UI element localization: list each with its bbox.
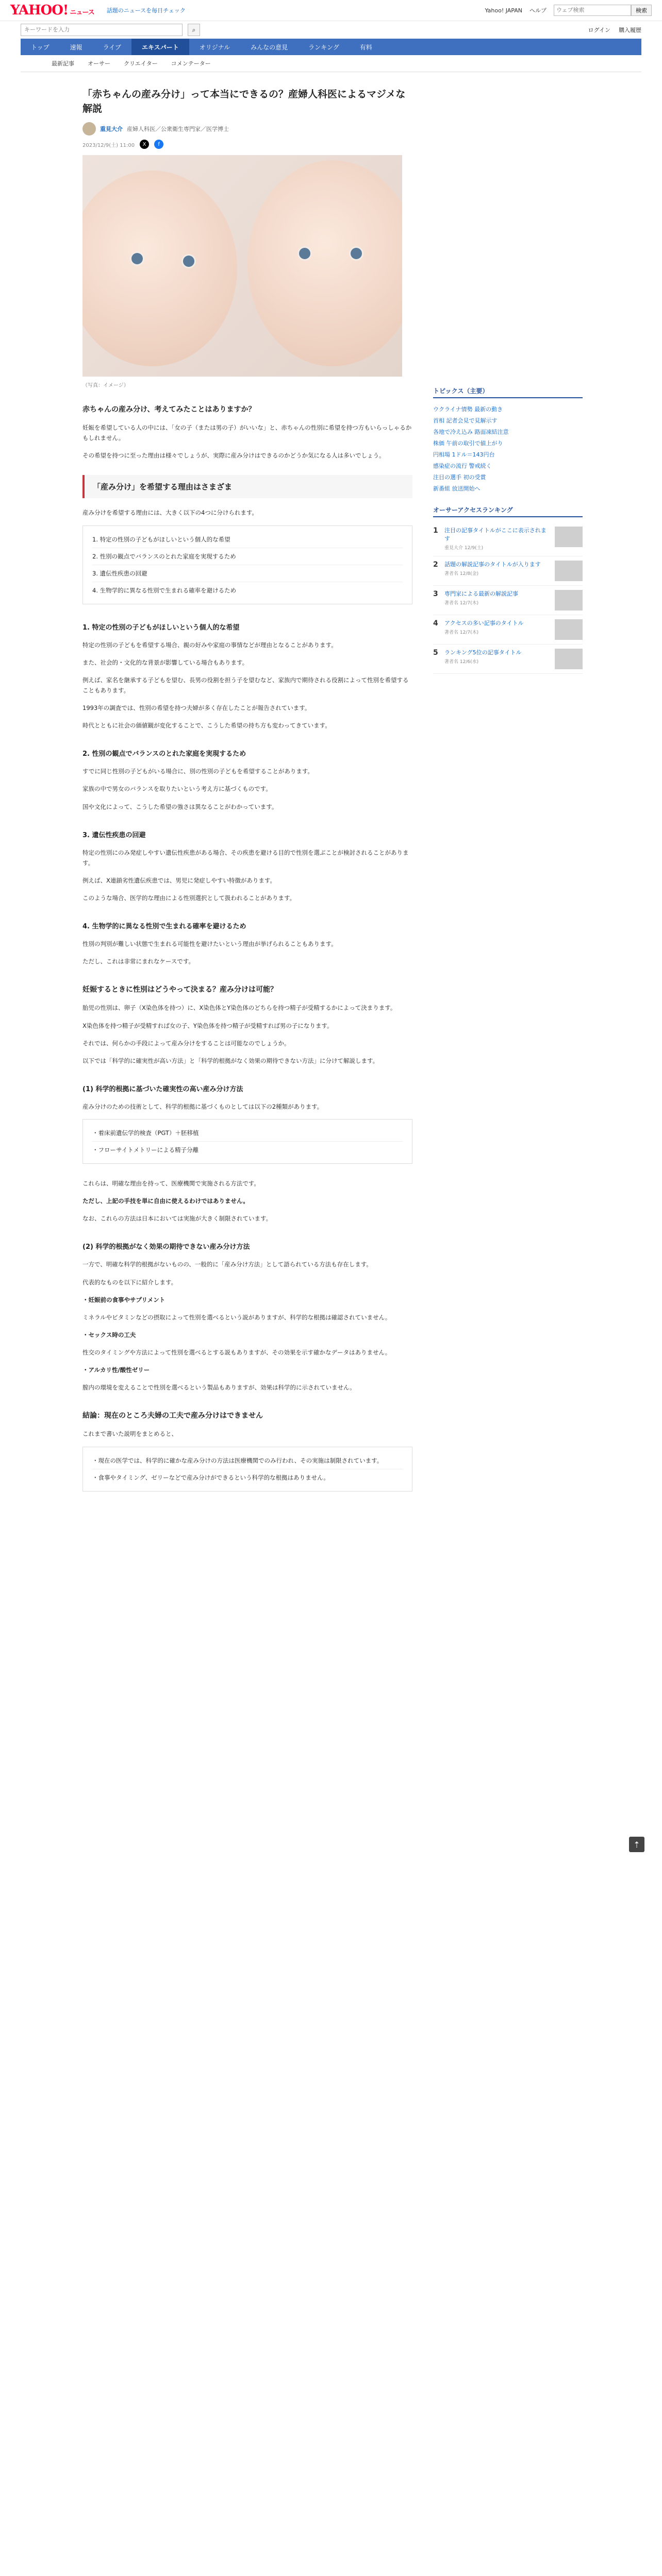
yahoo-logo[interactable]: YAHOO! ニュース: [10, 3, 94, 18]
promo-text: [107, 6, 186, 14]
rank-meta: 著者名 12/7(木): [444, 630, 479, 635]
paragraph: なお、これらの方法は日本においては実施が大きく制限されています。: [82, 1215, 272, 1223]
nav-live[interactable]: ライブ: [103, 43, 121, 51]
section-heading: 「産み分け」を希望する理由はさまざま: [82, 475, 412, 498]
paragraph: 国や文化によって、こうした希望の強さは異なることがわかっています。: [82, 803, 278, 810]
rank-title: 話題の解説記事のタイトルが入ります: [444, 561, 541, 568]
nav-expert[interactable]: エキスパート: [131, 39, 189, 55]
paragraph: 家族の中で男女のバランスを取りたいという考え方に基づくものです。: [82, 785, 272, 793]
paragraph: 一方で、明確な科学的根拠がないものの、一般的に「産み分け方法」として語られている方法も存在します。: [82, 1261, 372, 1268]
paragraph: 特定の性別の子どもを希望する場合、親の好みや家庭の事情などが理由となることがあります。: [82, 641, 337, 649]
rank-number: 1: [433, 527, 438, 535]
sub-item-heading: ・セックス時の工夫: [82, 1331, 136, 1338]
paragraph: 以下では「科学的に確実性が高い方法」と「科学的根拠がなく効果の期待できない方法」に分けて解説します。: [82, 1057, 379, 1064]
author-byline: [82, 122, 412, 135]
paragraph: 1993年の調査では、性別の希望を持つ夫婦が多く存在したことが報告されています。: [82, 704, 311, 712]
paragraph: また、社会的・文化的な背景が影響している場合もあります。: [82, 658, 249, 666]
paragraph: その希望を持つに至った理由は様々でしょうが、実際に産み分けはできるのかどうか気になる人は多いでしょう。: [82, 452, 385, 460]
eye-icon: [351, 248, 362, 259]
sub-item-heading: ・アルカリ性/酸性ゼリー: [82, 1366, 150, 1374]
paragraph: 産み分けを希望する理由には、大きく以下の4つに分けられます。: [82, 509, 258, 517]
rank-meta: 著者名 12/6(水): [444, 659, 479, 665]
rank-thumbnail: [555, 619, 583, 640]
nav-paid[interactable]: 有料: [359, 43, 372, 51]
subheading: 2. 性別の観点でバランスのとれた家庭を実現するため: [82, 750, 246, 758]
paragraph: 産み分けのための技術として、科学的根拠に基づくものとしては以下の2種類があります。: [82, 1103, 323, 1110]
list-item: 3. 遺伝性疾患の回避: [92, 565, 403, 582]
article-lead: 赤ちゃんの産み分け、考えてみたことはありますか？: [82, 405, 256, 414]
reasons-list: [82, 526, 412, 604]
subnav-authors[interactable]: オーサー: [88, 60, 110, 67]
rank-thumbnail: [555, 561, 583, 581]
paragraph: X染色体を持つ精子が受精すれば女の子、Y染色体を持つ精子が受精すれば男の子になります。: [82, 1022, 333, 1029]
paragraph: 性交のタイミングや方法によって性別を選べるとする説もありますが、その効果を示す確かなデータはありません。: [82, 1349, 391, 1357]
rank-number: 2: [433, 560, 438, 569]
baby-right: [247, 160, 402, 366]
rank-thumbnail: [555, 649, 583, 669]
rank-meta: 重見大介 12/9(土): [444, 545, 484, 551]
list-item: 2. 性別の観点でバランスのとれた家庭を実現するため: [92, 548, 403, 565]
list-item: ・着床前遺伝学的検査（PGT）＋胚移植: [92, 1125, 403, 1142]
sub-item-heading: ・妊娠前の食事やサプリメント: [82, 1296, 166, 1303]
x-share-icon[interactable]: X: [140, 140, 149, 149]
login-link[interactable]: ログイン: [588, 27, 610, 33]
subheading: (1) 科学的根拠に基づいた確実性の高い産み分け方法: [82, 1085, 243, 1093]
article-title: 「赤ちゃんの産み分け」って本当にできるの？産婦人科医によるマジメな解説: [82, 89, 406, 114]
rank-meta: 著者名 12/8(金): [444, 571, 479, 577]
rank-title: ランキング5位の記事タイトル: [444, 649, 522, 656]
rank-thumbnail: [555, 590, 583, 611]
topic-link[interactable]: 新番組 放送開始へ: [433, 485, 481, 492]
list-item: ・フローサイトメトリーによる精子分離: [92, 1146, 199, 1154]
article-main: [82, 77, 412, 1506]
nav-ranking[interactable]: ランキング: [308, 43, 339, 51]
topic-link[interactable]: 感染症の流行 警戒続く: [433, 463, 492, 469]
baby-left: [82, 171, 237, 366]
topic-link[interactable]: 円相場 1ドル＝143円台: [433, 451, 495, 458]
rank-title: 注目の記事タイトルがここに表示されます: [444, 527, 547, 542]
scroll-to-top-button[interactable]: [629, 1837, 644, 1852]
rank-number: 3: [433, 589, 438, 598]
eye-icon: [183, 256, 194, 267]
web-search-button[interactable]: 検索: [631, 5, 652, 16]
ranking-item[interactable]: [433, 586, 583, 615]
photo-caption: （写真：イメージ）: [82, 383, 129, 389]
subheading: 4. 生物学的に異なる性別で生まれる確率を避けるため: [82, 923, 246, 931]
paragraph: 妊娠を希望している人の中には、「女の子（または男の子）がいいな」と、赤ちゃんの性別に希望を持つ方もいらっしゃるかもしれません。: [82, 424, 412, 442]
paragraph: これまで書いた説明をまとめると、: [82, 1430, 177, 1438]
ranking-heading: オーサーアクセスランキング: [433, 505, 583, 517]
section-heading: 妊娠するときに性別はどうやって決まる？産み分けは可能？: [82, 986, 277, 994]
author-role: 産婦人科医／公衆衛生専門家／医学博士: [127, 126, 229, 133]
ranking-item[interactable]: [433, 645, 583, 674]
topic-link[interactable]: 注目の選手 初の受賞: [433, 474, 486, 481]
paragraph: 例えば、X連鎖劣性遺伝疾患では、男児に発症しやすい特徴があります。: [82, 876, 276, 884]
help-link[interactable]: ヘルプ: [529, 7, 547, 14]
topic-link[interactable]: 株価 午前の取引で値上がり: [433, 440, 503, 447]
paragraph: 例えば、家名を継承する子どもを望む、長男の役割を担う子を望むなど、家族内で期待される役割によって性別を希望することもあります。: [82, 676, 409, 694]
paragraph: 代表的なものを以下に紹介します。: [82, 1278, 177, 1286]
subheading: 3. 遺伝性疾患の回避: [82, 831, 146, 839]
eye-icon: [299, 248, 310, 259]
list-item: 4. 生物学的に異なる性別で生まれる確率を避けるため: [92, 586, 237, 594]
conclusion-list: [82, 1447, 412, 1492]
paragraph: ミネラルやビタミンなどの摂取によって性別を選べるという説がありますが、科学的な根拠は確認されていません。: [82, 1313, 391, 1321]
topic-link[interactable]: ウクライナ情勢 最新の動き: [433, 406, 503, 413]
avatar[interactable]: [82, 122, 96, 135]
topics-heading: トピックス（主要）: [433, 386, 583, 398]
subheading: 1. 特定の性別の子どもがほしいという個人的な希望: [82, 623, 240, 632]
conclusion-heading: 結論：現在のところ夫婦の工夫で産み分けはできません: [82, 1412, 263, 1420]
top-bar: [0, 0, 662, 21]
nav-opinions[interactable]: みんなの意見: [251, 43, 288, 51]
yahoo-japan-link[interactable]: Yahoo! JAPAN: [485, 7, 522, 14]
paragraph: 膣内の環境を変えることで性別を選べるという製品もありますが、効果は科学的に示されていません。: [82, 1384, 356, 1392]
news-search-input[interactable]: [21, 24, 183, 36]
paragraph: すでに同じ性別の子どもがいる場合に、別の性別の子どもを希望することがあります。: [82, 768, 313, 775]
eye-icon: [131, 253, 143, 264]
article-photo: [82, 155, 402, 377]
ranking-item[interactable]: [433, 556, 583, 586]
paragraph: ただし、上記の手技を単に自由に使えるわけではありません。: [82, 1197, 249, 1205]
search-icon[interactable]: ⌕: [188, 24, 200, 36]
author-name[interactable]: 重見大介: [100, 126, 123, 133]
paragraph: 時代とともに社会の価値観が変化することで、こうした希望の持ち方も変わってきています。: [82, 722, 331, 730]
list-item: ・食事やタイミング、ゼリーなどで産み分けができるという科学的な根拠はありません。: [92, 1473, 329, 1481]
main-nav: [21, 39, 641, 55]
web-search-input[interactable]: [554, 5, 631, 16]
subnav-latest[interactable]: 最新記事: [52, 60, 74, 67]
rank-meta: 著者名 12/7(木): [444, 600, 479, 606]
list-item: 1. 特定の性別の子どもがほしいという個人的な希望: [92, 531, 403, 548]
rank-title: アクセスの多い記事のタイトル: [444, 619, 524, 626]
paragraph: 特定の性別にのみ発症しやすい遺伝性疾患がある場合、その疾患を避ける目的で性別を選ぶことが検討されることがあります。: [82, 849, 409, 867]
ranking-item[interactable]: [433, 615, 583, 645]
subnav-creators[interactable]: クリエイター: [124, 60, 158, 67]
rank-number: 4: [433, 619, 438, 628]
topic-link[interactable]: 首相 記者会見で見解示す: [433, 417, 498, 424]
rank-number: 5: [433, 648, 438, 657]
promo-link[interactable]: 話題のニュースを毎日チェック: [106, 7, 186, 14]
paragraph: 胎児の性別は、卵子（X染色体を持つ）に、X染色体とY染色体のどちらを持つ精子が受精するかによって決まります。: [82, 1004, 396, 1012]
subnav-commentators[interactable]: コメンテーター: [171, 60, 211, 67]
paragraph: これらは、明確な理由を持って、医療機関で実施される方法です。: [82, 1180, 260, 1188]
ranking-item[interactable]: [433, 522, 583, 556]
rank-thumbnail: [555, 527, 583, 547]
nav-top[interactable]: トップ: [31, 43, 49, 51]
purchase-history-link[interactable]: 購入履歴: [619, 27, 641, 33]
chevron-up-icon: ⇡: [633, 1839, 640, 1850]
publish-date: 2023/12/9(土) 11:00: [82, 142, 135, 148]
subheading: (2) 科学的根拠がなく効果の期待できない産み分け方法: [82, 1243, 250, 1251]
paragraph: ただし、これは非常にまれなケースです。: [82, 958, 195, 965]
rank-title: 専門家による最新の解説記事: [444, 590, 518, 597]
sidebar: [433, 386, 583, 674]
sub-nav: [21, 55, 641, 72]
paragraph: このような場合、医学的な理由による性別選択として扱われることがあります。: [82, 894, 296, 902]
nav-breaking[interactable]: 速報: [70, 43, 82, 51]
methods-list: [82, 1119, 412, 1164]
paragraph: それでは、何らかの手段によって産み分けをすることは可能なのでしょうか。: [82, 1039, 290, 1047]
paragraph: 性別の判別が難しい状態で生まれる可能性を避けたいという理由が挙げられることもあります。: [82, 940, 337, 948]
facebook-share-icon[interactable]: f: [154, 140, 163, 149]
topic-link[interactable]: 各地で冷え込み 路面凍結注意: [433, 429, 509, 435]
nav-original[interactable]: オリジナル: [199, 43, 230, 51]
list-item: ・現在の医学では、科学的に確かな産み分けの方法は医療機関でのみ行われ、その実施は制限されています。: [92, 1452, 403, 1469]
